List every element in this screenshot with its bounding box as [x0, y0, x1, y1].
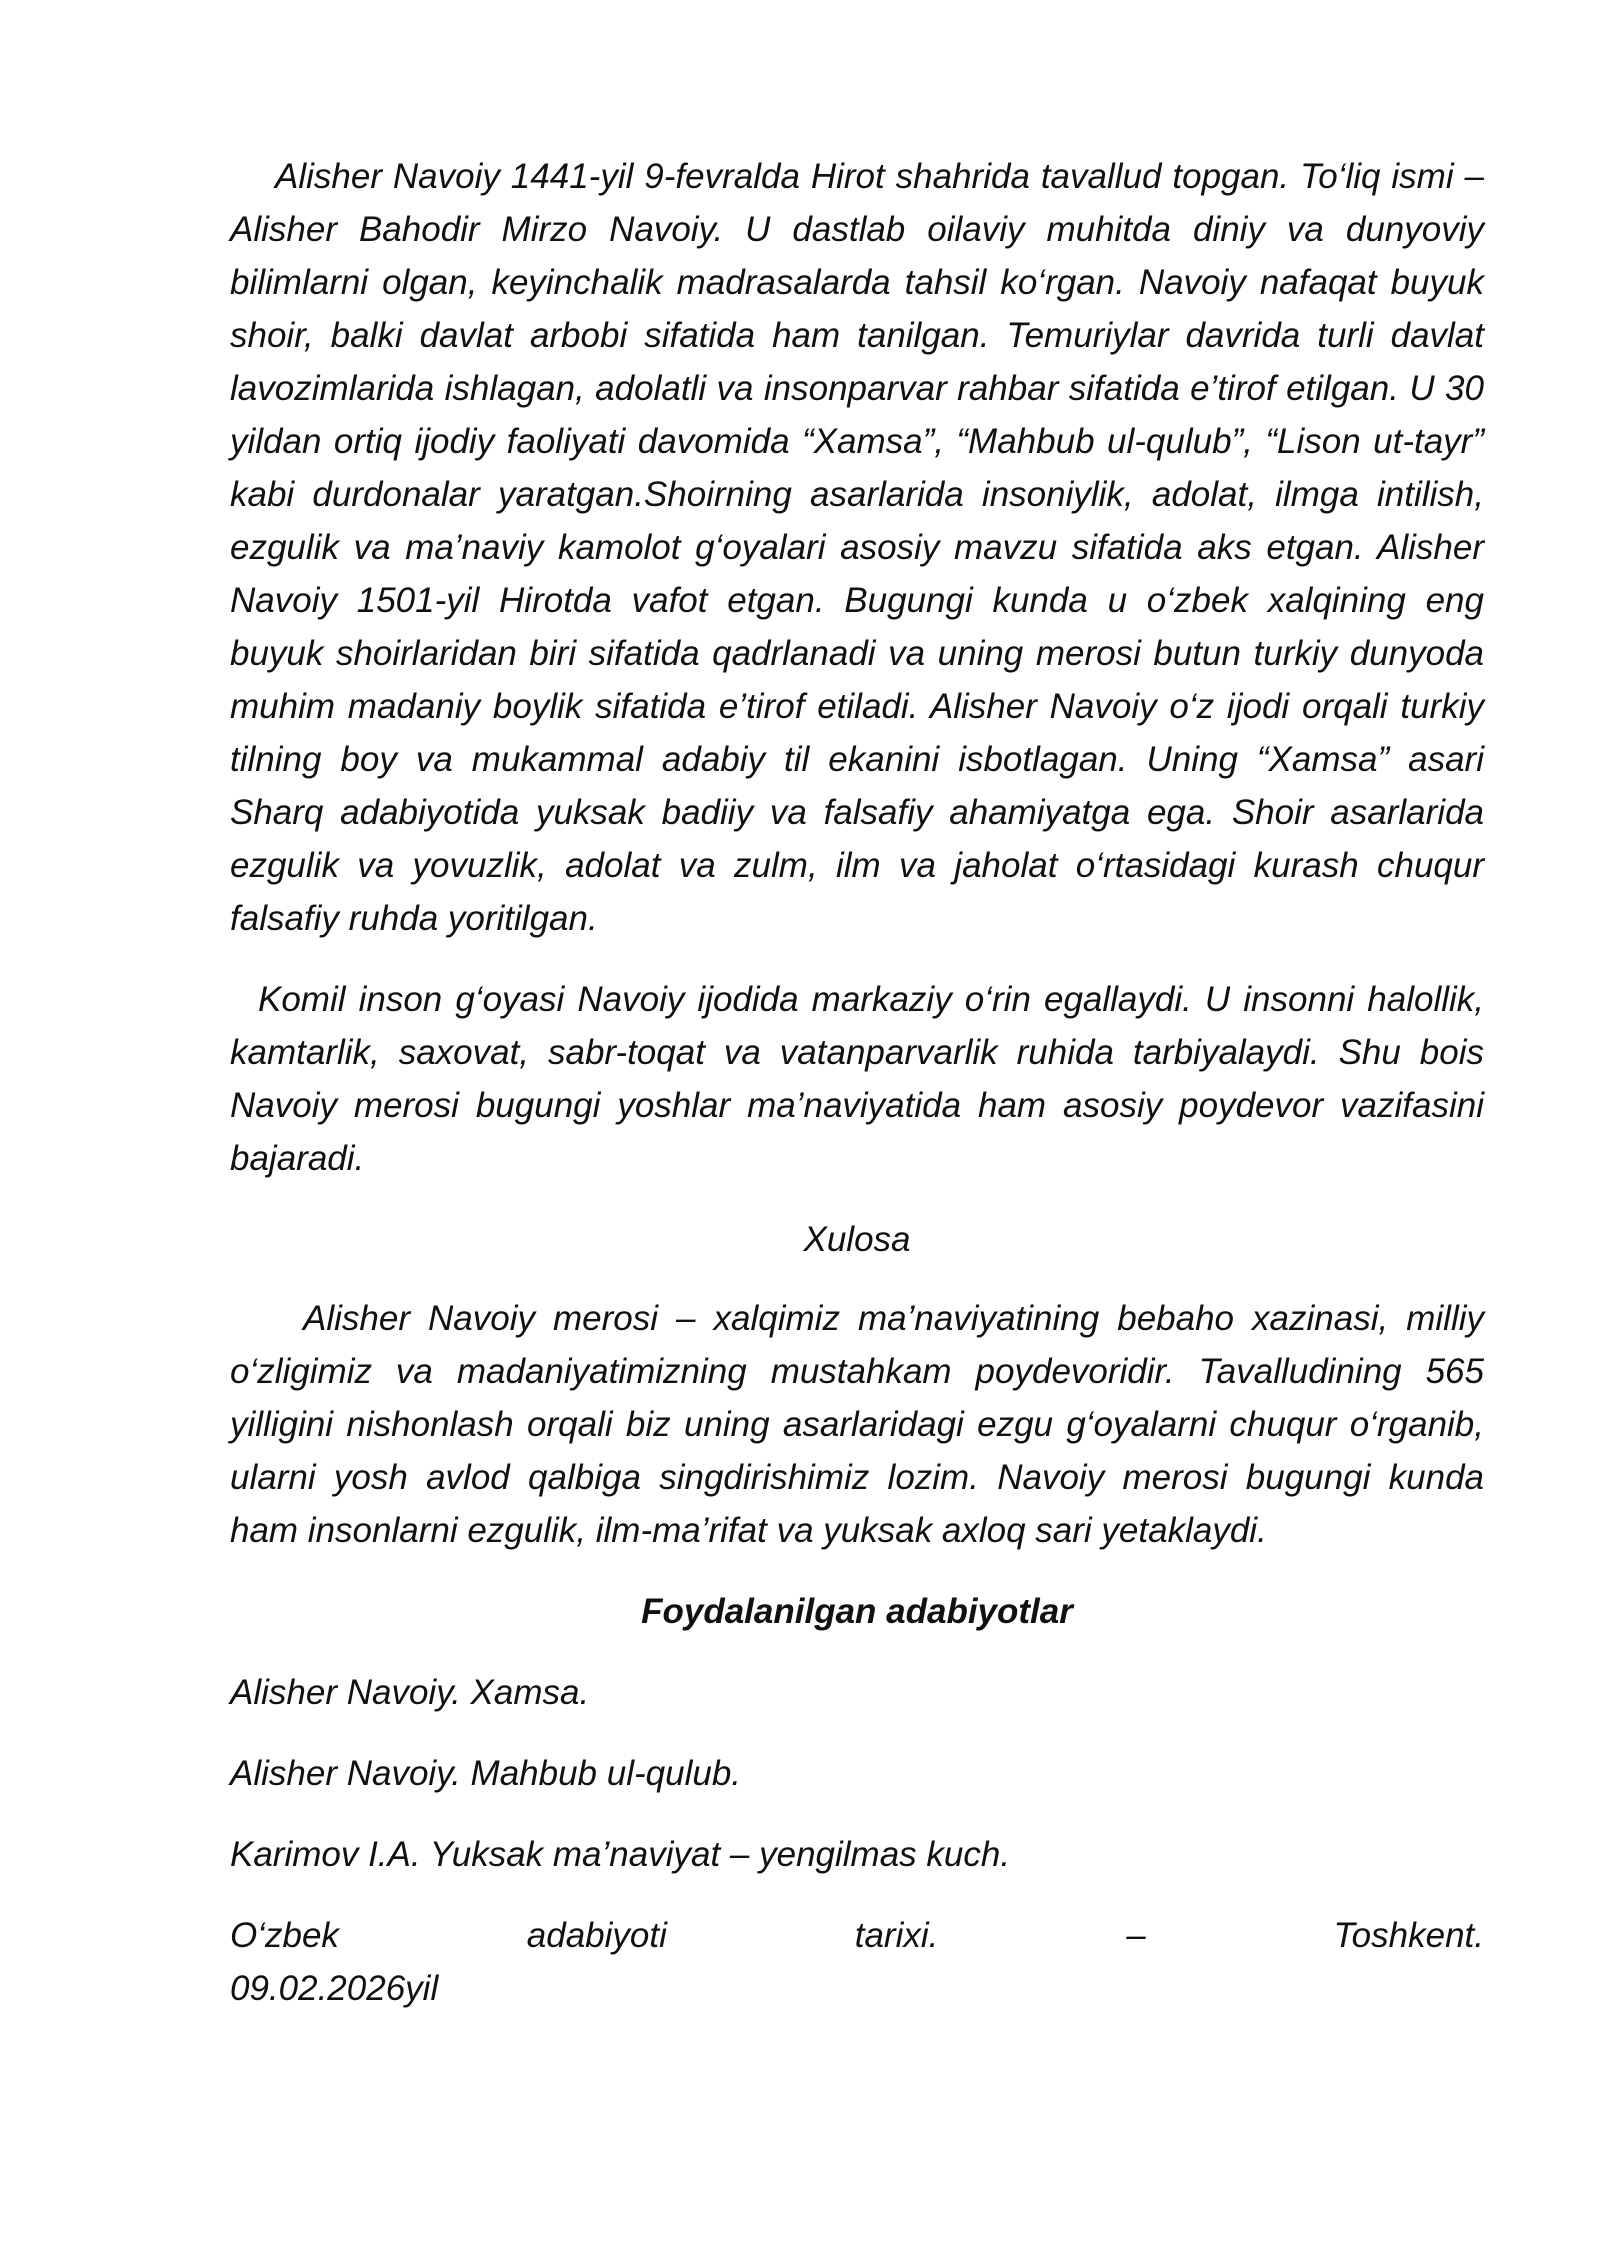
body-paragraph-conclusion: Alisher Navoiy merosi – xalqimiz ma’naviyatining bebaho xazinasi, milliy o‘zligimiz va madaniyatimizning mustahkam poydevoridir. Tavalludining 565 yilligini nishonlash orqali biz uning asarlaridagi ezgu g‘oyalarni chuqur o‘rganib, ularni yosh avlod qalbiga singdirishimiz lozim. Navoiy merosi bugungi kunda ham insonlarni ezgulik, ilm-ma’rifat va yuksak axloq sari yetaklaydi.: [230, 1299, 1484, 1550]
references-heading: Foydalanilgan adabiyotlar: [641, 1592, 1073, 1631]
reference-item: Alisher Navoiy. Xamsa.: [230, 1673, 590, 1712]
document-date: 09.02.2026yil: [230, 1969, 439, 2008]
body-paragraph-biography: Alisher Navoiy 1441-yil 9-fevralda Hirot shahrida tavallud topgan. To‘liq ismi – Alisher Bahodir Mirzo Navoiy. U dastlab oilaviy muhitda diniy va dunyoviy bilimlarni olgan, keyinchalik madrasalarda tahsil ko‘rgan. Navoiy nafaqat buyuk shoir, balki davlat arbobi sifatida ham tanilgan. Temuriylar davrida turli davlat lavozimlarida ishlagan, adolatli va insonparvar rahbar sifatida e’tirof etilgan. U 30 yildan ortiq ijodiy faoliyati davomida “Xamsa”, “Mahbub ul-qulub”, “Lison ut-tayr” kabi durdonalar yaratgan.Shoirning asarlarida insoniylik, adolat, ilmga intilish, ezgulik va ma’naviy kamolot g‘oyalari asosiy mavzu sifatida aks etgan. Alisher Navoiy 1501-yil Hirotda vafot etgan. Bugungi kunda u o‘zbek xalqining eng buyuk shoirlaridan biri sifatida qadrlanadi va uning merosi butun turkiy dunyoda muhim madaniy boylik sifatida e’tirof etiladi. Alisher Navoiy o‘z ijodi orqali turkiy tilning boy va mukammal adabiy til ekanini isbotlagan. Uning “Xamsa” asari Sharq adabiyotida yuksak badiiy va falsafiy ahamiyatga ega. Shoir asarlarida ezgulik va yovuzlik, adolat va zulm, ilm va jaholat o‘rtasidagi kurash chuqur falsafiy ruhda yoritilgan.: [230, 157, 1484, 938]
conclusion-heading: Xulosa: [803, 1220, 911, 1259]
reference-item: Alisher Navoiy. Mahbub ul-qulub.: [230, 1754, 742, 1793]
references-list: [230, 1666, 1484, 1962]
document-page: [230, 150, 1484, 2015]
reference-item: Karimov I.A. Yuksak ma’naviyat – yengilmas kuch.: [230, 1835, 1011, 1874]
reference-item: O‘zbek adabiyoti tarixi. – Toshkent.: [230, 1916, 1484, 1955]
body-paragraph-komil-inson: Komil inson g‘oyasi Navoiy ijodida markaziy o‘rin egallaydi. U insonni halollik, kamtarlik, saxovat, sabr-toqat va vatanparvarlik ruhida tarbiyalaydi. Shu bois Navoiy merosi bugungi yoshlar ma’naviyatida ham asosiy poydevor vazifasini bajaradi.: [230, 980, 1484, 1178]
